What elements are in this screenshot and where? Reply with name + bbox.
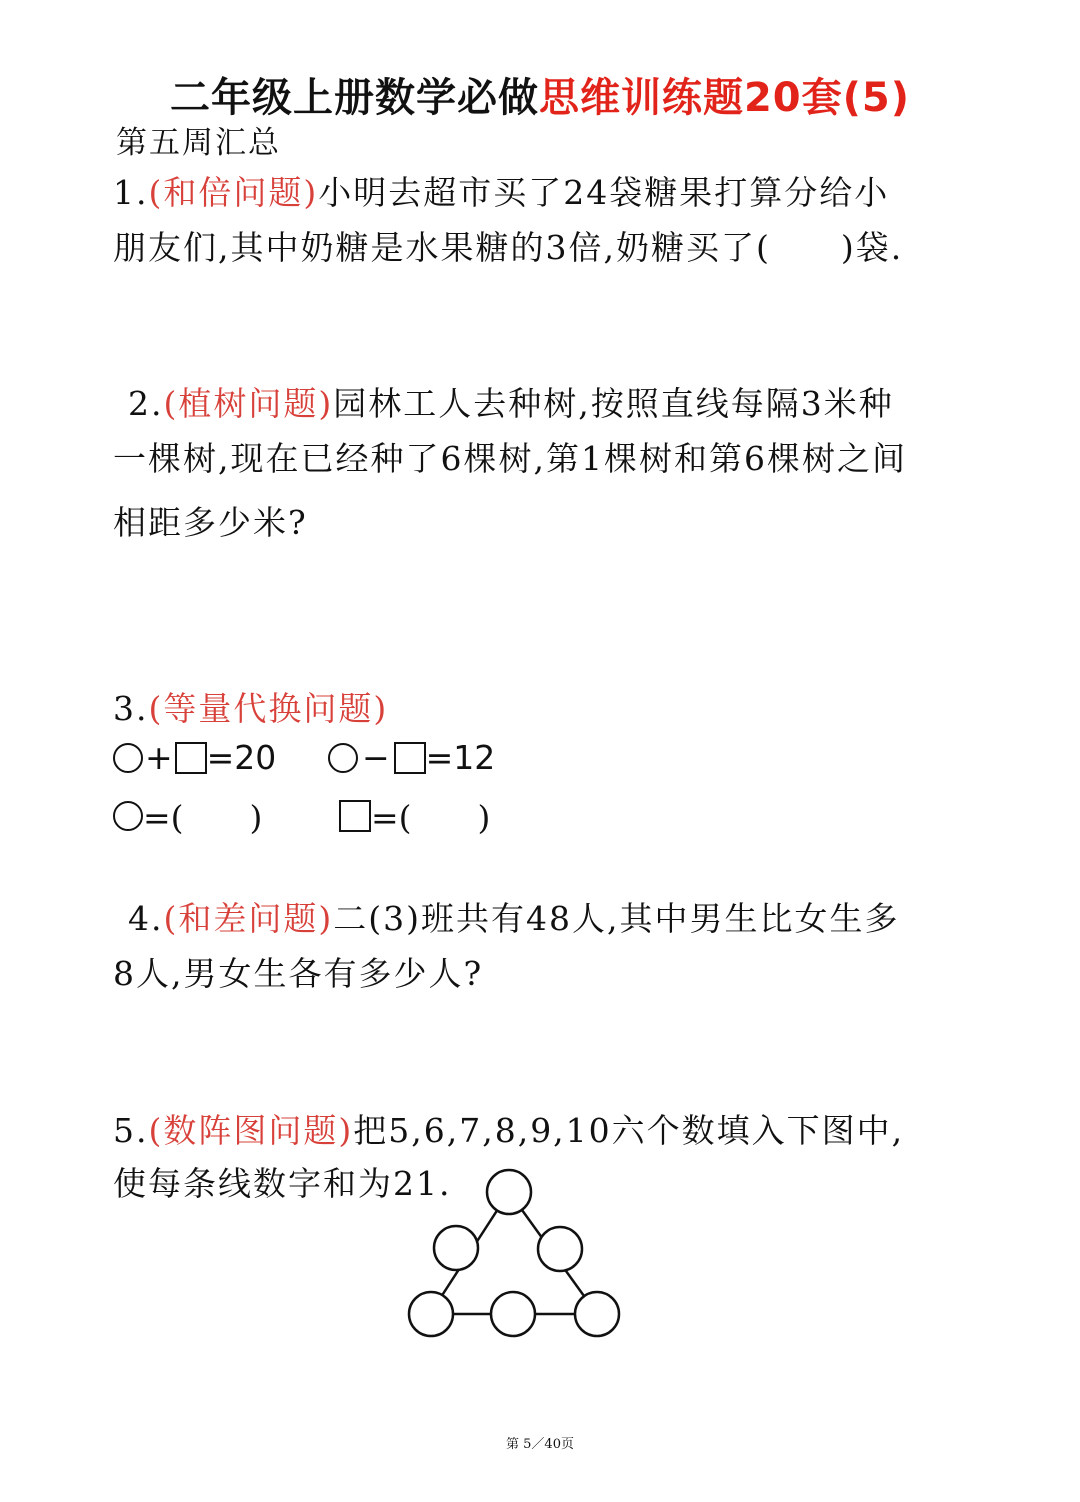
- blank-circle-right-mid[interactable]: [538, 1227, 582, 1271]
- q3-answer-square-blank: =( ): [371, 798, 491, 837]
- q1-text1: 小明去超市买了24袋糖果打算分给小: [318, 173, 890, 212]
- q1-tag: (和倍问题): [148, 173, 319, 212]
- q2-tag: (植树问题): [163, 384, 334, 423]
- title-red: 思维训练题20套(5): [538, 75, 911, 121]
- q3-eq1-result: =20: [206, 738, 277, 777]
- q2-line1: [128, 378, 894, 425]
- square-symbol-icon: [339, 800, 371, 832]
- title-black: 二年级上册数学必做: [169, 75, 539, 121]
- blank-circle-bottom-left[interactable]: [409, 1292, 453, 1336]
- q5-number: 5.: [113, 1111, 149, 1150]
- q3-answer-square: [339, 792, 490, 839]
- q3-line1: [113, 683, 388, 730]
- square-symbol-icon: [175, 742, 207, 774]
- q4-tag: (和差问题): [163, 899, 334, 938]
- page-title: [0, 66, 1080, 123]
- q2-line3: 相距多少米?: [113, 503, 308, 542]
- square-symbol-icon: [394, 742, 426, 774]
- q3-equation-1: [113, 738, 276, 777]
- blank-circle-top[interactable]: [487, 1170, 531, 1214]
- q5-line1: [113, 1105, 904, 1152]
- q3-number: 3.: [113, 689, 149, 728]
- q3-tag: (等量代换问题): [148, 689, 389, 728]
- q3-eq1-op: +: [145, 738, 173, 777]
- q3-answer-circle: [113, 792, 262, 839]
- q3-answer-circle-blank: =( ): [143, 798, 263, 837]
- q4-text1: 二(3)班共有48人,其中男生比女生多: [333, 899, 900, 938]
- q2-number: 2.: [128, 384, 164, 423]
- circle-symbol-icon: [113, 801, 143, 831]
- blank-circle-bottom-right[interactable]: [575, 1292, 619, 1336]
- q1-line2: 朋友们,其中奶糖是水果糖的3倍,奶糖买了( )袋.: [113, 228, 904, 267]
- q5-tag: (数阵图问题): [148, 1111, 354, 1150]
- circle-symbol-icon: [113, 743, 143, 773]
- blank-circle-left-mid[interactable]: [434, 1226, 478, 1270]
- triangle-number-diagram: [400, 1164, 630, 1344]
- q3-eq2-result: =12: [425, 738, 496, 777]
- q4-line2: 8人,男女生各有多少人?: [113, 954, 484, 993]
- q5-line2: 使每条线数字和为21.: [113, 1164, 452, 1203]
- q1-line1: [113, 167, 889, 214]
- page-number: 第 5／40页: [506, 1437, 574, 1452]
- circle-symbol-icon: [328, 743, 358, 773]
- q1-number: 1.: [113, 173, 149, 212]
- q2-text1: 园林工人去种树,按照直线每隔3米种: [333, 384, 894, 423]
- q3-equation-2: [328, 738, 495, 777]
- q3-eq2-op: −: [362, 738, 390, 777]
- q2-line2: 一棵树,现在已经种了6棵树,第1棵树和第6棵树之间: [113, 439, 907, 478]
- q4-number: 4.: [128, 899, 164, 938]
- q5-text1: 把5,6,7,8,9,10六个数填入下图中,: [353, 1111, 905, 1150]
- week-label: 第五周汇总: [116, 125, 281, 161]
- q4-line1: [128, 893, 899, 940]
- blank-circle-bottom-mid[interactable]: [491, 1292, 535, 1336]
